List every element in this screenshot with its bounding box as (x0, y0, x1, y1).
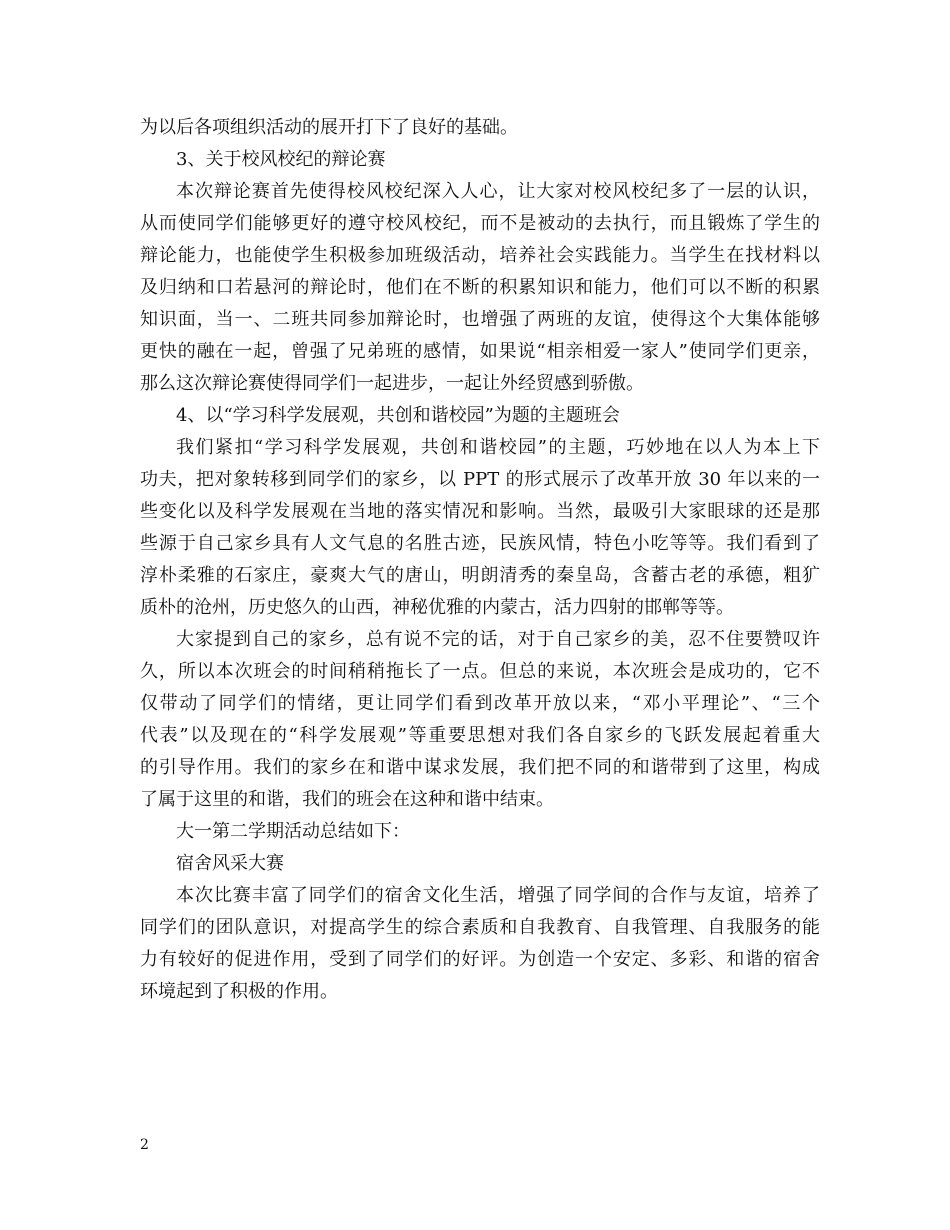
text-line: 我们紧扣“学习科学发展观，共创和谐校园”的主题，巧妙地在以人为本上下 (176, 437, 820, 458)
text-line: 本次辩论赛首先使得校风校纪深入人心，让大家对校风校纪多了一层的认识， (176, 181, 820, 202)
text-line: 大家提到自己的家乡，总有说不完的话，对于自己家乡的美，忍不住要赞叹许 (176, 629, 820, 650)
text-line: 从而使同学们能够更好的遵守校风校纪，而不是被动的去执行，而且锻炼了学生的 (140, 213, 820, 234)
text-line: 为以后各项组织活动的展开打下了良好的基础。 (140, 117, 518, 138)
text-line: 环境起到了积极的作用。 (140, 981, 338, 1002)
document-body (140, 112, 820, 1008)
text-line: 仅带动了同学们的情绪，更让同学们看到改革开放以来，“邓小平理论”、“三个 (140, 693, 820, 714)
page-number: 2 (140, 1137, 149, 1153)
text-line: 了属于这里的和谐，我们的班会在这种和谐中结束。 (140, 789, 554, 810)
text-line: 力有较好的促进作用，受到了同学们的好评。为创造一个安定、多彩、和谐的宿舍 (140, 949, 820, 970)
text-line: 些源于自己家乡具有人文气息的名胜古迹，民族风情，特色小吃等等。我们看到了 (140, 533, 820, 554)
text-line: 同学们的团队意识，对提高学生的综合素质和自我教育、自我管理、自我服务的能 (140, 917, 820, 938)
text-line: 质朴的沧州，历史悠久的山西，神秘优雅的内蒙古，活力四射的邯郸等等。 (140, 597, 734, 618)
text-line: 那么这次辩论赛使得同学们一起进步，一起让外经贸感到骄傲。 (140, 373, 644, 394)
text-line: 4、以“学习科学发展观，共创和谐校园”为题的主题班会 (176, 405, 620, 426)
text-line: 些变化以及科学发展观在当地的落实情况和影响。当然，最吸引大家眼球的还是那 (140, 501, 820, 522)
text-line: 宿舍风采大赛 (176, 853, 284, 874)
text-line: 的引导作用。我们的家乡在和谐中谋求发展，我们把不同的和谐带到了这里，构成 (140, 757, 820, 778)
text-line: 代表”以及现在的“科学发展观”等重要思想对我们各自家乡的飞跃发展起着重大 (140, 725, 820, 746)
text-line: 久，所以本次班会的时间稍稍拖长了一点。但总的来说，本次班会是成功的，它不 (140, 661, 820, 682)
text-line: 及归纳和口若悬河的辩论时，他们在不断的积累知识和能力，他们可以不断的积累 (140, 277, 820, 298)
text-line: 大一第二学期活动总结如下： (176, 821, 410, 842)
text-line: 知识面，当一、二班共同参加辩论时，也增强了两班的友谊，使得这个大集体能够 (140, 309, 820, 330)
text-line: 功夫，把对象转移到同学们的家乡，以 PPT 的形式展示了改革开放 30 年以来的一 (140, 469, 820, 490)
text-line: 本次比赛丰富了同学们的宿舍文化生活，增强了同学间的合作与友谊，培养了 (176, 885, 820, 906)
text-line: 3、关于校风校纪的辩论赛 (176, 149, 386, 170)
text-line: 辩论能力，也能使学生积极参加班级活动，培养社会实践能力。当学生在找材料以 (140, 245, 820, 266)
text-line: 淳朴柔雅的石家庄，豪爽大气的唐山，明朗清秀的秦皇岛，含蓄古老的承德，粗犷 (140, 565, 820, 586)
text-line: 更快的融在一起，曾强了兄弟班的感情，如果说“相亲相爱一家人”使同学们更亲， (140, 341, 820, 362)
